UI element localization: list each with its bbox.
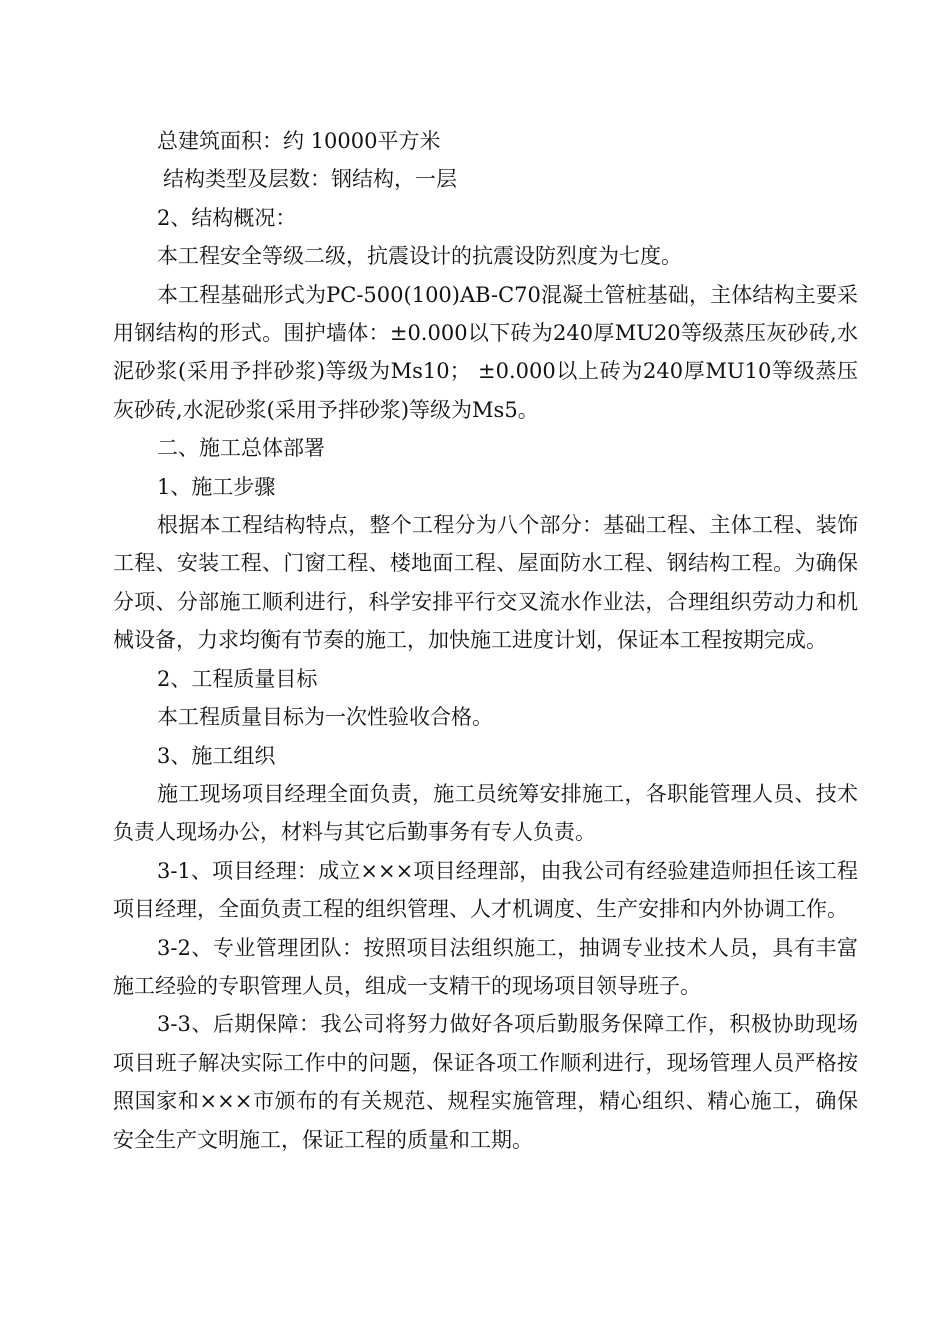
paragraph-quality-target: 本工程质量目标为一次性验收合格。 bbox=[157, 705, 493, 730]
paragraph-foundation: 本工程基础形式为PC-500(100)AB-C70混凝土管桩基础，主体结构主要采用钢结构的形式。围护墙体：±0.000以下砖为240厚MU20等级蒸压灰砂砖,水泥砂浆(采用予拌砂浆)等级为Ms10； ±0.000以上砖为240厚MU10等级蒸压灰砂砖,水泥砂浆(采用予拌砂浆)等级为Ms5。 bbox=[113, 282, 858, 422]
heading-organization: 3、施工组织 bbox=[157, 743, 276, 768]
paragraph-construction-steps: 根据本工程结构特点，整个工程分为八个部分：基础工程、主体工程、装饰工程、安装工程、门窗工程、楼地面工程、屋面防水工程、钢结构工程。为确保分项、分部施工顺利进行，科学安排平行交叉流水作业法，合理组织劳动力和机械设备，力求均衡有节奏的施工，加快施工进度计划，保证本工程按期完成。 bbox=[113, 513, 858, 653]
paragraph-safety-level: 本工程安全等级二级，抗震设计的抗震设防烈度为七度。 bbox=[157, 244, 682, 269]
paragraph-management-team: 3-2、专业管理团队：按照项目法组织施工，抽调专业技术人员，具有丰富施工经验的专职管理人员，组成一支精干的现场项目领导班子。 bbox=[113, 935, 858, 998]
heading-structure-overview: 2、结构概况： bbox=[157, 205, 297, 230]
heading-deployment: 二、施工总体部署 bbox=[157, 436, 325, 461]
paragraph-structure-type: 结构类型及层数：钢结构，一层 bbox=[163, 167, 457, 192]
paragraph-project-manager: 3-1、项目经理：成立×××项目经理部，由我公司有经验建造师担任该工程项目经理，全面负责工程的组织管理、人才机调度、生产安排和内外协调工作。 bbox=[113, 858, 858, 922]
heading-construction-steps: 1、施工步骤 bbox=[157, 474, 276, 499]
paragraph-total-area: 总建筑面积：约 10000平方米 bbox=[157, 129, 441, 153]
document-body bbox=[113, 122, 858, 1159]
heading-quality-target: 2、工程质量目标 bbox=[157, 666, 318, 691]
paragraph-organization: 施工现场项目经理全面负责，施工员统筹安排施工，各职能管理人员、技术负责人现场办公，材料与其它后勤事务有专人负责。 bbox=[113, 781, 858, 845]
paragraph-logistics: 3-3、后期保障：我公司将努力做好各项后勤服务保障工作，积极协助现场项目班子解决实际工作中的问题，保证各项工作顺利进行，现场管理人员严格按照国家和×××市颁布的有关规范、规程实施管理，精心组织、精心施工，确保安全生产文明施工，保证工程的质量和工期。 bbox=[113, 1012, 858, 1152]
